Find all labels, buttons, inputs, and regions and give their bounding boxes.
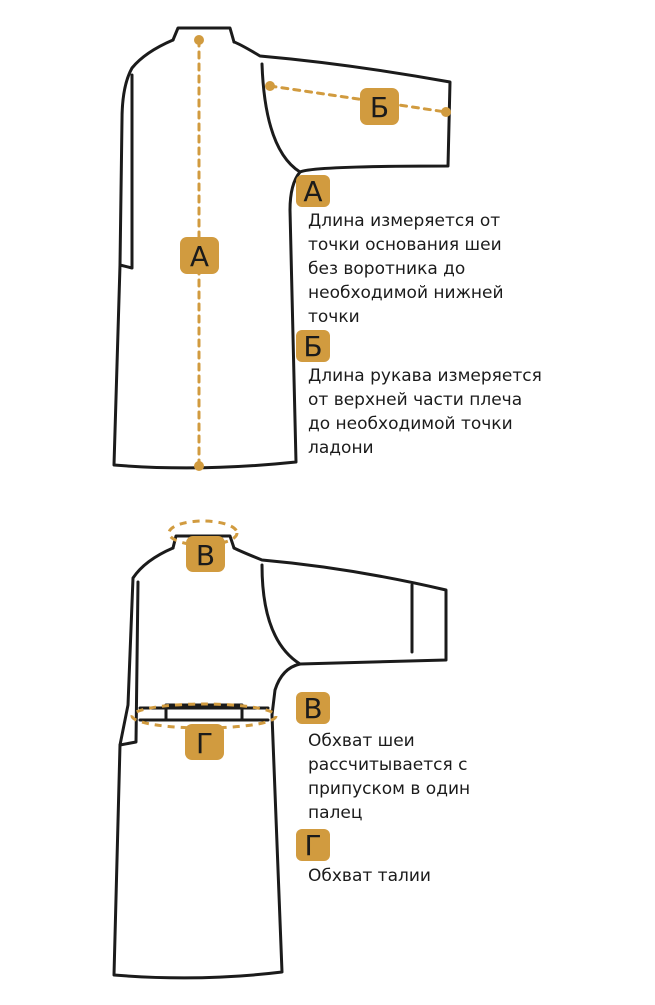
- badge-a-figure: [180, 237, 219, 274]
- svg-text:Г: Г: [195, 727, 214, 760]
- sleeve-start-dot: [265, 81, 275, 91]
- svg-text:А: А: [189, 240, 210, 273]
- svg-text:Г: Г: [304, 829, 322, 862]
- badge-b-legend: [296, 330, 330, 363]
- description-b: Длина рукава измеряется от верхней части плеча до необходимой точки ладони: [308, 366, 542, 458]
- sleeve-end-dot: [441, 107, 451, 117]
- badge-g-legend: [296, 829, 330, 862]
- length-start-dot: [194, 35, 204, 45]
- svg-text:Б: Б: [303, 330, 323, 363]
- badge-g-figure: [185, 724, 224, 760]
- armhole-curve-2: [262, 565, 300, 664]
- sleeve-measure-line: [270, 86, 446, 112]
- badge-b-figure: [360, 88, 399, 125]
- svg-text:А: А: [303, 175, 323, 208]
- belt-outline: [140, 705, 268, 720]
- armhole-curve: [262, 64, 300, 172]
- badge-v-figure: [186, 536, 225, 572]
- badge-a-legend: [296, 175, 330, 208]
- svg-text:Б: Б: [369, 91, 390, 124]
- description-v: Обхват шеи рассчитывается с припуском в один палец: [308, 731, 471, 823]
- description-g: Обхват талии: [308, 866, 431, 886]
- svg-text:В: В: [303, 692, 323, 725]
- length-end-dot: [194, 461, 204, 471]
- badge-v-legend: [296, 692, 330, 725]
- svg-text:В: В: [195, 539, 216, 572]
- description-a: Длина измеряется от точки основания шеи без воротника до необходимой нижней точки: [308, 211, 504, 327]
